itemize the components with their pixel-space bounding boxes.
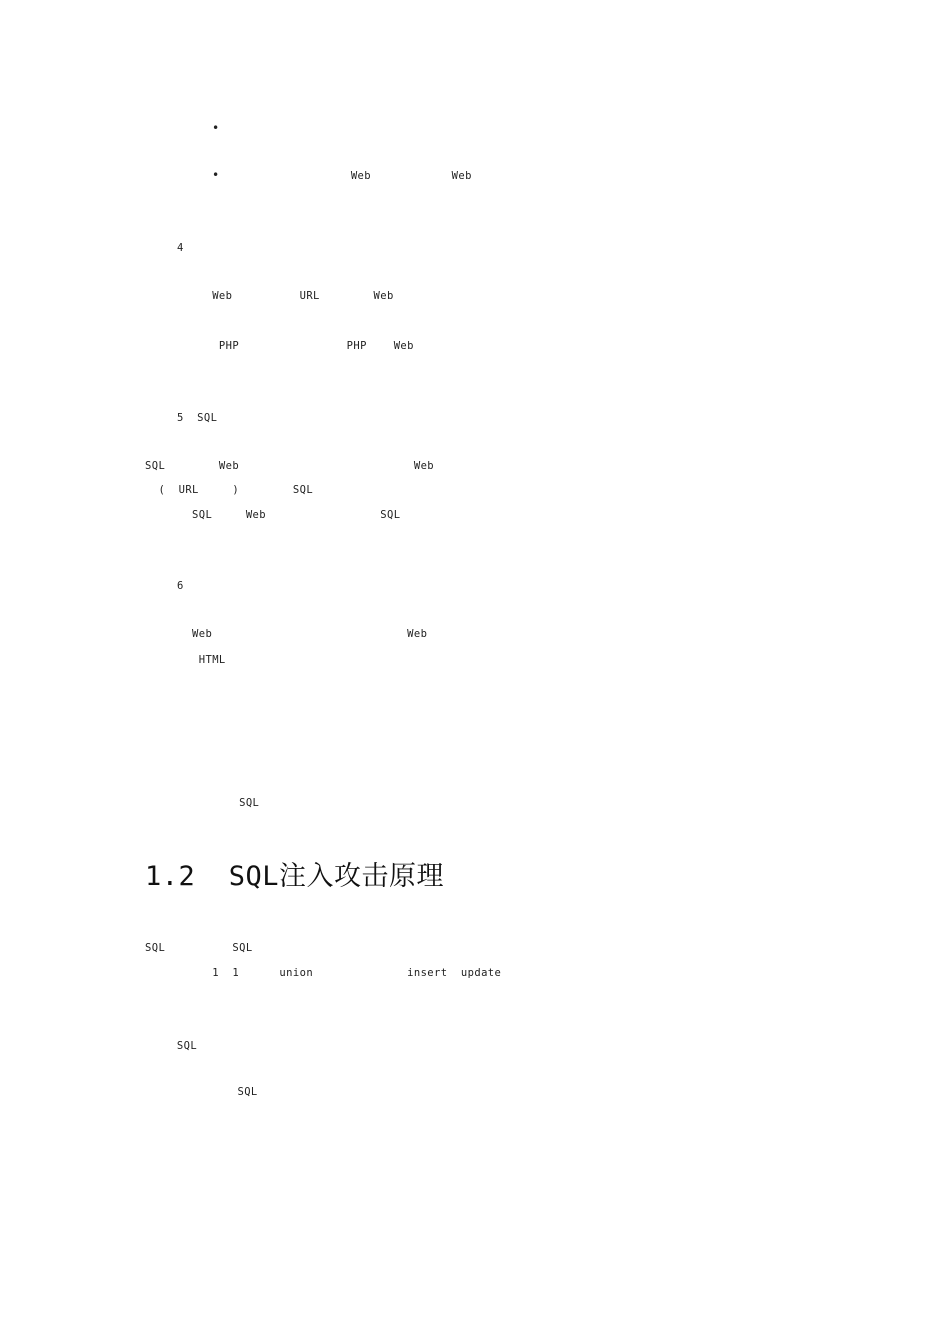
principle-line-1: SQL SQL bbox=[145, 942, 408, 954]
section-5-line-4 bbox=[145, 534, 279, 547]
section-4-line-4 bbox=[145, 365, 192, 378]
section-6-heading: 6 bbox=[177, 580, 218, 592]
list-item-3 bbox=[177, 1181, 285, 1194]
section-5-line-1: SQL Web Web bbox=[145, 460, 468, 472]
summary-line-1: SQL bbox=[145, 797, 387, 809]
section-6-line-2: HTML bbox=[145, 654, 327, 666]
section-5-line-3: SQL Web SQL bbox=[145, 509, 461, 521]
section-6-line-4 bbox=[145, 703, 306, 716]
section-6-line-1: Web Web bbox=[145, 628, 441, 640]
section-4-line-2 bbox=[145, 315, 367, 328]
section-4-heading: 4 bbox=[177, 242, 218, 254]
list-item-1: SQL bbox=[177, 1086, 285, 1098]
section-4-line-3: PHP PHP Web bbox=[145, 340, 455, 352]
bullet-2-line-2 bbox=[244, 195, 378, 208]
section-4-line-1: Web URL Web bbox=[145, 290, 455, 302]
list-item-2 bbox=[177, 1134, 251, 1147]
principle-line-2: 1 1 union insert update bbox=[145, 967, 549, 979]
list-intro: SQL bbox=[150, 1040, 292, 1052]
section-5-heading: 5 SQL bbox=[177, 412, 245, 424]
bullet-marker-2: • bbox=[212, 168, 220, 182]
principle-line-3 bbox=[145, 991, 253, 1004]
section-5-line-2: ( URL ) SQL bbox=[145, 484, 441, 496]
bullet-1-line-1 bbox=[250, 123, 384, 136]
section-6-line-3 bbox=[145, 678, 360, 691]
summary-line-2 bbox=[145, 822, 179, 835]
bullet-2-line-1: Web Web bbox=[250, 170, 519, 182]
section-heading-1-2: 1.2 SQL注入攻击原理 bbox=[145, 861, 445, 892]
bullet-marker-1: • bbox=[212, 121, 220, 135]
